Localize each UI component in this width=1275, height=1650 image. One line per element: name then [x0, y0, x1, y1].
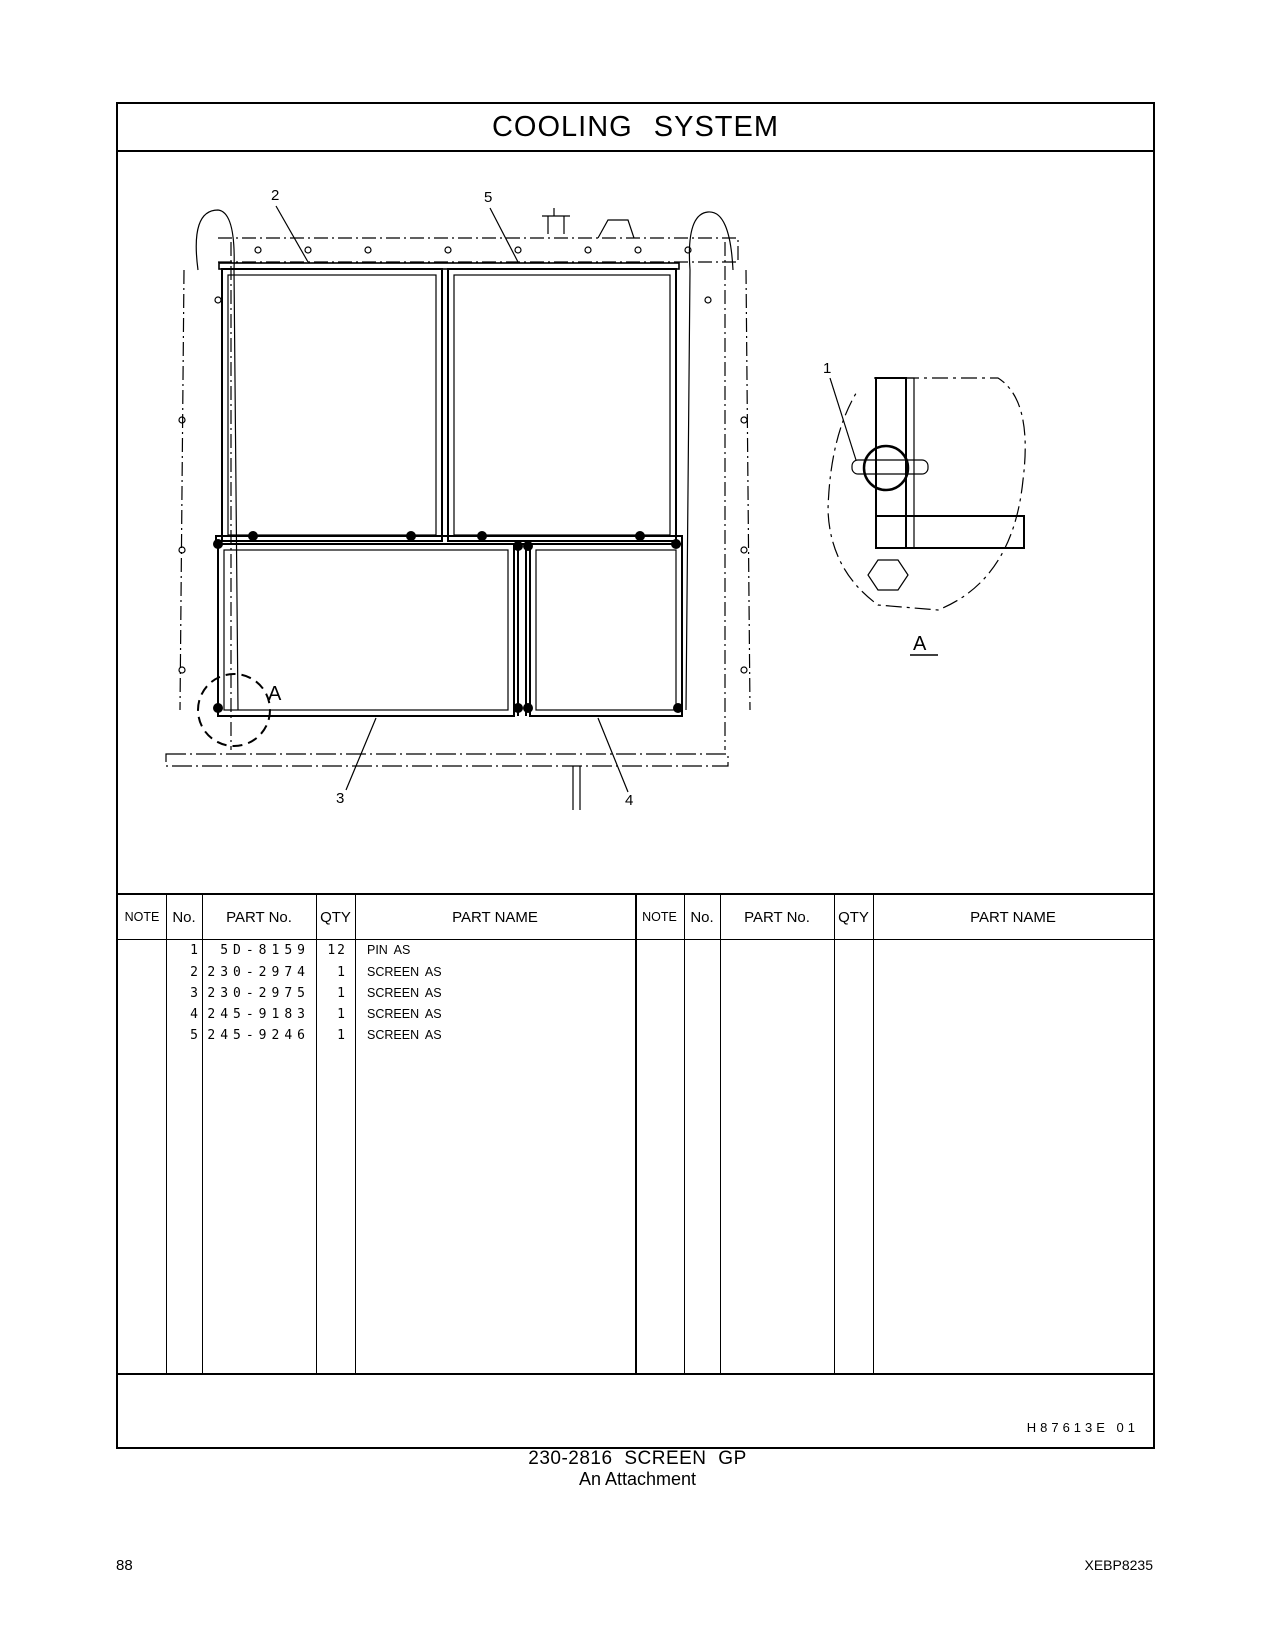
- parts-drawing: [118, 150, 1153, 893]
- callout-2: 2: [271, 187, 280, 204]
- row-qty: 12: [327, 943, 347, 958]
- page-title: COOLING SYSTEM: [118, 104, 1153, 152]
- document-code: XEBP8235: [1084, 1557, 1153, 1573]
- header-part-no: PART No.: [226, 908, 292, 926]
- header-note-right: NOTE: [642, 910, 677, 924]
- group-caption: 230-2816 SCREEN GP: [528, 1448, 747, 1469]
- row-qty: 1: [337, 965, 347, 980]
- callout-4: 4: [625, 792, 634, 809]
- group-subcaption: An Attachment: [578, 1469, 697, 1489]
- header-qty: QTY: [320, 908, 351, 926]
- col-divider: [684, 895, 685, 1373]
- callout-5: 5: [484, 189, 493, 206]
- header-qty-right: QTY: [838, 908, 869, 926]
- table-row: [118, 986, 638, 1008]
- header-no-right: No.: [690, 908, 714, 926]
- row-no: 3: [190, 986, 198, 1001]
- table-row: [118, 1028, 638, 1050]
- row-part-name: SCREEN AS: [367, 965, 442, 979]
- parts-table: [118, 893, 1153, 1375]
- header-part-name: PART NAME: [452, 908, 538, 926]
- table-row: [118, 1007, 638, 1029]
- row-qty: 1: [337, 1028, 347, 1043]
- col-divider: [834, 895, 835, 1373]
- header-part-no-right: PART No.: [744, 908, 810, 926]
- row-part-name: SCREEN AS: [367, 1007, 442, 1021]
- page-frame: [116, 102, 1155, 1449]
- row-no: 4: [190, 1007, 198, 1022]
- row-part-no: 5D-8159: [220, 943, 310, 958]
- header-note: NOTE: [124, 910, 160, 924]
- header-no: No.: [172, 908, 196, 926]
- detail-marker-a: A: [268, 683, 282, 705]
- row-part-name: SCREEN AS: [367, 1028, 442, 1042]
- row-qty: 1: [337, 1007, 347, 1022]
- table-row: [118, 943, 638, 965]
- col-divider: [873, 895, 874, 1373]
- row-part-no: 230-2974: [207, 965, 310, 980]
- screen-assembly-illustration: [118, 150, 1153, 893]
- row-no: 2: [190, 965, 198, 980]
- row-part-no: 245-9246: [207, 1028, 310, 1043]
- col-divider: [720, 895, 721, 1373]
- header-part-name-right: PART NAME: [970, 908, 1056, 926]
- detail-view-label: A: [913, 633, 927, 655]
- page-number: 88: [116, 1557, 133, 1574]
- table-row: [118, 965, 638, 987]
- row-no: 1: [190, 943, 198, 958]
- callout-1: 1: [823, 360, 832, 377]
- row-part-no: 230-2975: [207, 986, 310, 1001]
- row-qty: 1: [337, 986, 347, 1001]
- illustration-code: H87613E 01: [1026, 1420, 1139, 1435]
- callout-3: 3: [336, 790, 345, 807]
- row-part-name: PIN AS: [367, 943, 411, 957]
- row-part-no: 245-9183: [207, 1007, 310, 1022]
- row-no: 5: [190, 1028, 198, 1043]
- row-part-name: SCREEN AS: [367, 986, 442, 1000]
